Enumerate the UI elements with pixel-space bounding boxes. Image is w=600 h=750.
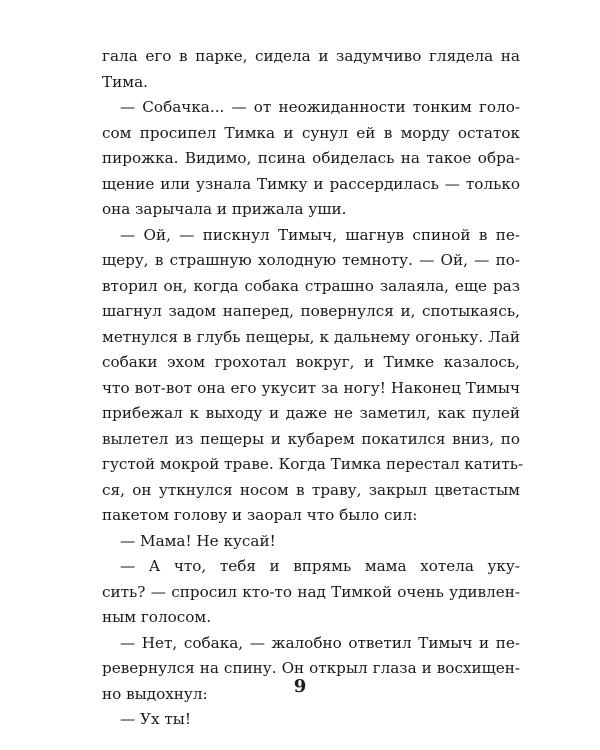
paragraph-5: [102, 554, 520, 631]
text-line: — Собачка... — от неожиданности тонким голо-: [120, 98, 520, 116]
text-line: собаки эхом грохотал вокруг, и Тимке казалось,: [102, 353, 520, 371]
text-line: ся, он уткнулся носом в траву, закрыл цветастым: [102, 480, 520, 499]
text-line: — А что, тебя и впрямь мама хотела уку-: [120, 557, 520, 575]
text-line: щение или узнала Тимку и рассердилась — только: [102, 174, 520, 193]
text-line: ным голосом.: [102, 608, 212, 626]
text-line: гала его в парке, сидела и задумчиво глядела на: [102, 47, 520, 65]
paragraph-1: [102, 44, 520, 95]
text-line: она зарычала и прижала уши.: [102, 200, 347, 218]
paragraph-7: [102, 707, 520, 733]
text-line: ревернулся на спину. Он открыл глаза и восхищен-: [102, 659, 520, 677]
text-line: вторил он, когда собака страшно залаяла, еще раз: [102, 276, 520, 295]
text-line: Тима.: [102, 72, 148, 91]
text-line: — Ух ты!: [120, 710, 191, 728]
text-line: — Мама! Не кусай!: [120, 531, 276, 550]
page-body: [102, 44, 524, 733]
paragraph-4: [102, 529, 520, 555]
paragraph-2: [102, 95, 520, 223]
text-line: шагнул задом наперед, повернулся и, спотыкаясь,: [102, 302, 520, 320]
text-line: метнулся в глубь пещеры, к дальнему огоньку. Лай: [102, 327, 520, 346]
text-line: щеру, в страшную холодную темноту. — Ой, — по-: [102, 251, 520, 269]
text-line: — Ой, — пискнул Тимыч, шагнув спиной в пе-: [120, 225, 520, 244]
text-line: сом просипел Тимка и сунул ей в морду остаток: [102, 123, 520, 142]
text-line: вылетел из пещеры и кубарем покатился вниз, по: [102, 429, 520, 448]
page-number: 9: [293, 676, 307, 697]
text-line: что вот-вот она его укусит за ногу! Наконец Тимыч: [102, 378, 520, 397]
text-line: сить? — спросил кто-то над Тимкой очень удивлен-: [102, 582, 520, 601]
paragraph-3: [102, 223, 524, 529]
text-line: пакетом голову и заорал что было сил:: [102, 506, 418, 524]
text-line: пирожка. Видимо, псина обиделась на такое обра-: [102, 149, 520, 167]
text-line: — Нет, собака, — жалобно ответил Тимыч и пе-: [120, 633, 520, 652]
text-line: густой мокрой траве. Когда Тимка перестал катить-: [102, 455, 524, 473]
text-line: прибежал к выходу и даже не заметил, как пулей: [102, 404, 520, 422]
text-line: но выдохнул:: [102, 684, 208, 703]
